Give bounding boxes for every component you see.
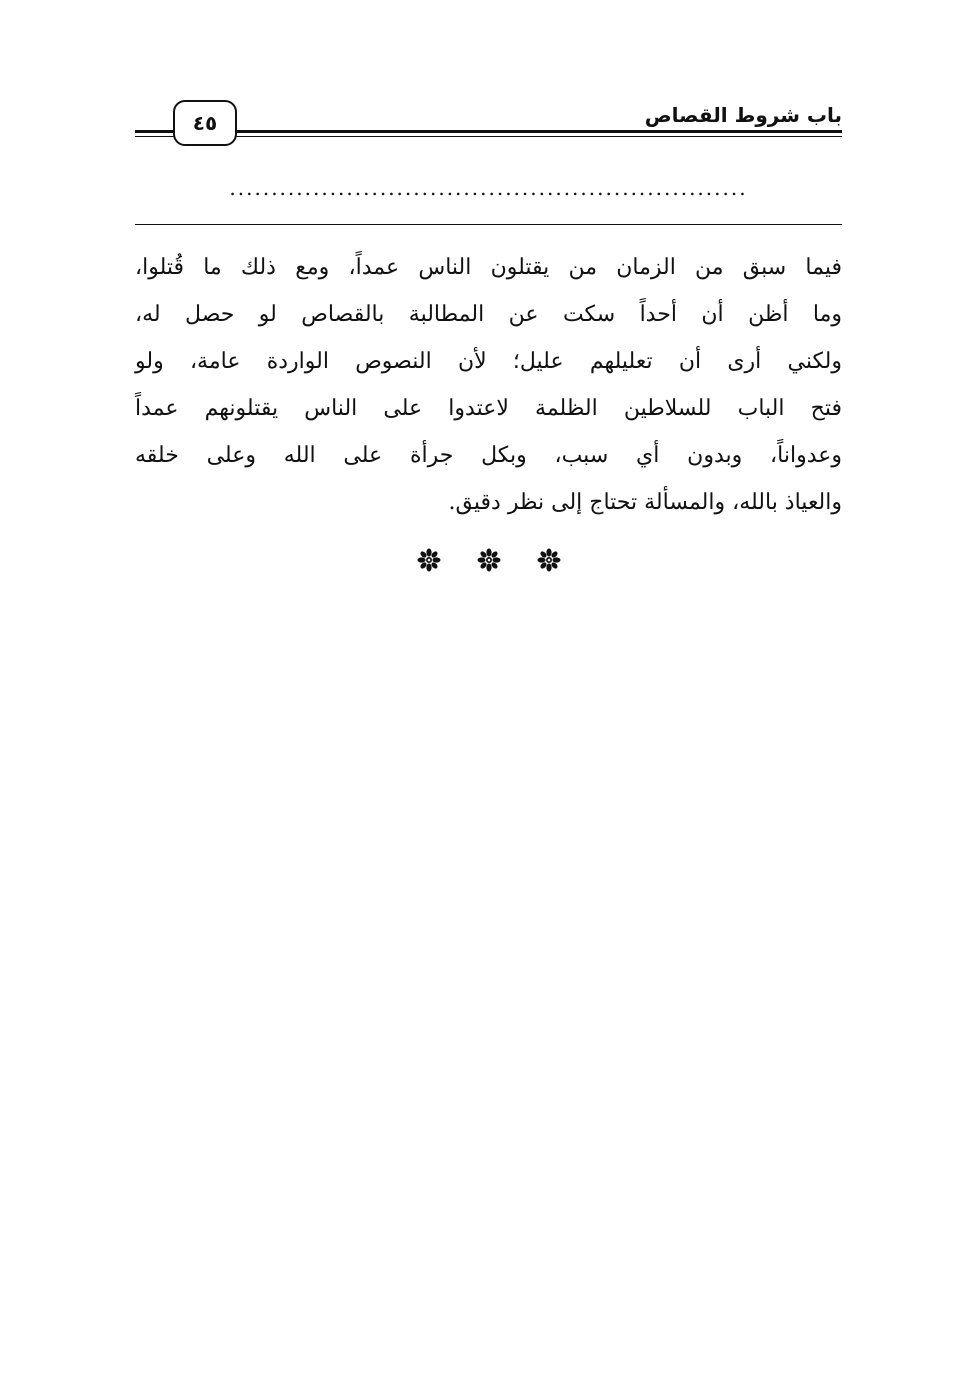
text-line-5: وعدواناً، وبدون أي سبب، وبكل جرأة على الله وعلى خلقه xyxy=(135,443,842,468)
footnote-separator-line xyxy=(135,224,842,225)
flower-ornament-icon xyxy=(477,548,501,572)
page-number-badge xyxy=(173,100,237,146)
flower-ornament-icon xyxy=(537,548,561,572)
header-rule-thin xyxy=(135,136,842,137)
header-rule-thick xyxy=(135,130,842,133)
text-line-3: ولكني أرى أن تعليلهم عليل؛ لأن النصوص الواردة عامة، ولو xyxy=(135,349,842,374)
section-end-ornaments xyxy=(135,548,842,572)
text-line-1: فيما سبق من الزمان من يقتلون الناس عمداً، ومع ذلك ما قُتلوا، xyxy=(135,255,842,280)
page-number: ٤٥ xyxy=(192,111,218,135)
text-line-4: فتح الباب للسلاطين الظلمة لاعتدوا على الناس يقتلونهم عمداً xyxy=(135,396,842,421)
chapter-title: باب شروط القصاص xyxy=(635,100,842,130)
text-line-6: والعياذ بالله، والمسألة تحتاج إلى نظر دقيق. xyxy=(448,490,842,515)
dotted-separator: .............................................................. xyxy=(229,176,748,200)
running-header xyxy=(135,100,842,150)
text-line-2: وما أظن أن أحداً سكت عن المطالبة بالقصاص لو حصل له، xyxy=(135,302,842,327)
body-paragraph xyxy=(135,244,842,526)
flower-ornament-icon xyxy=(417,548,441,572)
